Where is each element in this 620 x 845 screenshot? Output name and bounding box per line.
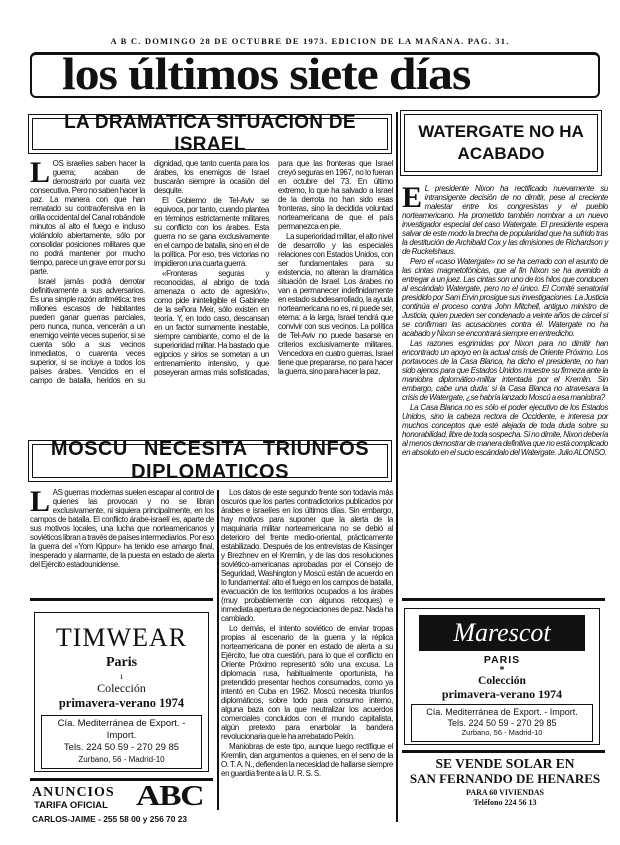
marescot-collection: Colección [478,675,526,687]
running-head: A B C. DOMINGO 28 DE OCTUBRE DE 1973. EDICION DE LA MAÑANA. PAG. 31. [110,36,510,46]
abc-ad[interactable] [32,781,217,825]
marescot-ad[interactable] [404,608,600,745]
moscu-paragraph: Lo demás, el intento soviético de enviar tropas propias al escenario de la guerra y la réplica norteamericana de poner en estado de alerta a su Ejército, fue otra cuestión, para lo que el conflicto en Oriente Próximo representó sólo una excusa. La diplomacia rusa, habitualmente oportunista, ha pretendido presentar hechos consumados, como ya intentó en Cuba en 1962. Moscú necesita triunfos diplomáticos, sobre todo para consumo interno, alguna baza con la que neutralizar los acuerdos comerciales concluidos con el mundo capitalista, algún pretexto para enarbolar la bandera revolucionaria que le ha arrebatado Pekín. [221,624,393,741]
watergate-headline-line: ACABADO [457,144,545,163]
column-divider [217,490,219,810]
timwear-address-box [41,715,202,769]
watergate-paragraph: Pero el «caso Watergate» no se ha cerrado con el asunto de las cintas magnetofónicas, que al fin Nixon se ha avenido a entregar a un juez. Las cintas son uno de los hilos que conducen al escándalo Watergate, pero no el único. El Comité senatorial presidido por Sam Ervin prosigue sus investigaciones. La Justicia continúa el proceso contra John Mitchell, antiguo ministro de Justicia, quien pueden ser condenado a veinte años de cárcel si se confirman las acusaciones contra él. Watergate no ha acabado y Nixon se encontrará siempre en entredicho. [402,257,608,338]
watergate-paragraph: L presidente Nixon ha rectificado nuevamente su intransigente decisión de no dimitir, pese al creciente malestar entre los congresistas y el pueblo norteamericano. Ha prometido también nombrar a un nuevo investigador especial del caso Watergate. El presidente espera salvar de este modo la brecha de popularidad que ha sufrido tras la destitución de Archibald Cox y las dimisiones de Richardson y de Ruckelshaus. [402,184,608,256]
timwear-ad[interactable] [34,612,209,772]
solar-ad-phone: Teléfono 224 56 13 [473,798,537,807]
israel-paragraph: «Fronteras seguras y reconocidas, al abrigo de toda amenaza o acto de agresión», como pide ininteligible el Gabinete de la señora Meir, sólo existen en teoría. Y, en todo caso, descansan en un factor sumamente inestable, siempre cambiante, como el de la superioridad militar. Ha bastado que egipcios y sirios se sometan a un entrenamiento intensivo, y que poseyeran armas más sofisticadas, para que las fronteras que Israel creyó seguras en 1967, no lo fueran en octubre del 73. En último extremo, lo que ha salvado a Israel de la derrota no han sido esas fronteras, sino la decidida voluntad norteamericana de que el país permanezca en pie. [154,159,393,377]
abc-ad-contact: CARLOS-JAIME - 255 58 00 y 256 70 23 [32,814,188,824]
drop-cap: E [402,181,422,214]
israel-paragraph: La superioridad militar, el alto nivel de desarrollo y las especiales relaciones con Estados Unidos, con ser fundamentales para su existencia, no alteran la dramática situación de Israel. Los árabes no van a permanecer indefinidamente en estado subdesarrollado, la ayuda norteamericana no es, ni puede ser, eterna: a la larga, Israel tendrá que convivir con sus vecinos. La política de Tel-Aviv no puede basarse en criterios exclusivamente militares. Vencedora en cuatro guerras, Israel tiene que prepararse, no para hacer la guerra, sino para hacer la paz. [278,232,393,376]
moscu-paragraph: AS guerras modernas suelen escapar al control de quienes las provocan y no se libran exclusivamente, ni siquiera principalmente, en los campos de batalla. El conflicto árabe-israelí es, aparte de sus motivos locales, una lucha que norteamericanos y soviéticos libran a través de países intermediarios. Por eso la guerra del «Yom Kippur» ha tenido ese amargo final, inesperado y alarmante, de la puesta en estado de alerta del Ejército estadounidense. [30,488,214,569]
phones: Tels. 224 50 59 - 270 29 85 [447,717,557,728]
phones: Tels. 224 50 59 - 270 29 85 [63,742,180,753]
abc-ad-subtitle: TARIFA OFICIAL [34,800,108,811]
column-divider [396,112,398,822]
moscu-headline-text: MOSCU NECESITA TRIUNFOS DIPLOMATICOS [50,438,370,483]
solar-ad[interactable] [400,756,610,808]
marescot-address-box [411,704,593,742]
star-icon: * [499,665,505,676]
company: Cía. Mediterránea de Export. - Import. [57,718,186,741]
israel-paragraph: Israel jamás podrá derrotar definitivamente a sus adversarios. Es una simple razón aritmética: tres millones escasos de habitantes pueden ganar guerras parciales, pero nunca, nunca, vencerán a un enemigo veinte veces superior, si se cuenta sólo a sus vecinos inmediatos, o cuarenta veces superior, si se incluye a todos los países árabes. Vencidos en el campo de batalla, heridos en su dignidad, que tanto cuenta para los árabes, los enemigos de Israel buscarán siempre la ocasión del desquite. [30,159,269,385]
israel-paragraph: OS israelíes saben hacer la guerra; acaban de demostrarlo por cuarta vez consecutiva. Pero no saben hacer la paz. La manera con que han rematado su contraofensiva en la orilla occidental del Canal robándole minutos al alto el fuego e incluso violándolo abiertamente, sólo por consolidar posiciones militares que no podrá mantener por mucho tiempo, parece un grave error por su parte. [30,159,145,276]
moscu-column-1 [30,485,214,570]
drop-cap: L [30,485,50,518]
solar-ad-line: SE VENDE SOLAR EN [435,756,575,771]
section-title: los últimos siete días [62,48,471,99]
israel-columns [30,156,393,385]
ad-rule [402,598,605,601]
watergate-paragraph: Las razones esgrimidas por Nixon para no dimitir han encontrado un apoyo en la actual crisis de Oriente Próximo. Los portavoces de la Casa Blanca, ha dicho el presidente, no han sido ajenos para que Estados Unidos muestre su firmeza ante la maniobra diplomático-militar intentada por el Kremlin. Sin embargo, cabe una duda: si la Casa Blanca no atravesara la crisis de Watergate, ¿se habría lanzado Moscú a esa maniobra? [402,339,608,402]
israel-headline [32,112,388,155]
marescot-season: primavera-verano 1974 [441,687,563,701]
timwear-season: primavera-verano 1974 [58,696,185,710]
moscu-paragraph: Maniobras de este tipo, aunque luego rectifique el Kremlin, dan argumentos a quienes, en el seno de la O. T. A. N., defienden la necesidad de hallarse siempre en guardia frente a la U. R. S. S. [221,742,393,778]
moscu-column-2 [221,488,393,779]
solar-ad-line: PARA 60 VIVIENDAS [466,788,544,797]
marescot-city: PARIS [483,654,521,666]
address: Zurbano, 56 - Madrid-10 [78,755,165,764]
watergate-headline-line: WATERGATE NO HA [418,122,584,141]
timwear-city: Paris [105,655,138,670]
ad-rule [402,750,605,753]
ad-rule [30,598,213,601]
marescot-logo: Marescot [419,615,585,651]
separator: ı [120,671,123,681]
israel-headline-text: LA DRAMATICA SITUACION DE ISRAEL [64,112,356,155]
timwear-brand: TIMWEAR [55,623,188,652]
abc-logo: ABC [136,781,204,812]
watergate-headline [404,114,598,172]
drop-cap: L [30,156,50,189]
address: Zurbano, 56 - Madrid-10 [461,728,543,737]
moscu-paragraph: Los datos de este segundo frente son todavía más oscuros que los partes contradictorios publicados por árabes e israelíes en los últimos días. Sin embargo, hay motivos para suponer que la alerta de la maquinaria militar norteamericana no se debió al deterioro del frente medio-oriental, prácticamente estabilizado. Después de los entrevistas de Kissinger y Brezhnev en el Kremlin, y de las dos resoluciones soviético-americanas aprobadas por el Consejo de Seguridad, Washington y Moscú están de acuerdo en lo fundamental: alto el fuego en los campos de batalla, evacuación de los territorios ocupados a los árabes (muy probablemente con algunos retoques) e inmediata apertura de negociaciones de paz. Nada ha cambiado. [221,488,393,623]
company: Cía. Mediterránea de Export. - Import. [426,707,578,717]
solar-ad-line: SAN FERNANDO DE HENARES [409,771,601,786]
watergate-paragraph: La Casa Blanca no es sólo el poder ejecutivo de los Estados Unidos, sino la cabeza rectora de Occidente, e interesa por muchos conceptos que esté alejada de toda duda sobre su honorabilidad, libre de toda sospecha. Si no dimite, Nixon debería al menos demostrar de manera definitiva que no está complicado en absoluto en el sucio escándalo del Watergate. Julio ALONSO. [402,403,608,457]
watergate-column [402,181,608,458]
timwear-collection: Colección [97,681,146,695]
abc-ad-title: ANUNCIOS [32,785,115,800]
moscu-headline [32,438,388,483]
israel-paragraph: El Gobierno de Tel-Aviv se equivoca, por tanto, cuando plantea en términos estrictamente militares su conflicto con los árabes. Esta guerra no se gana exclusivamente en el campo de batalla, sino en el de la política. Por eso, tres victorias no impidieron una cuarta guerra. [154,196,269,268]
